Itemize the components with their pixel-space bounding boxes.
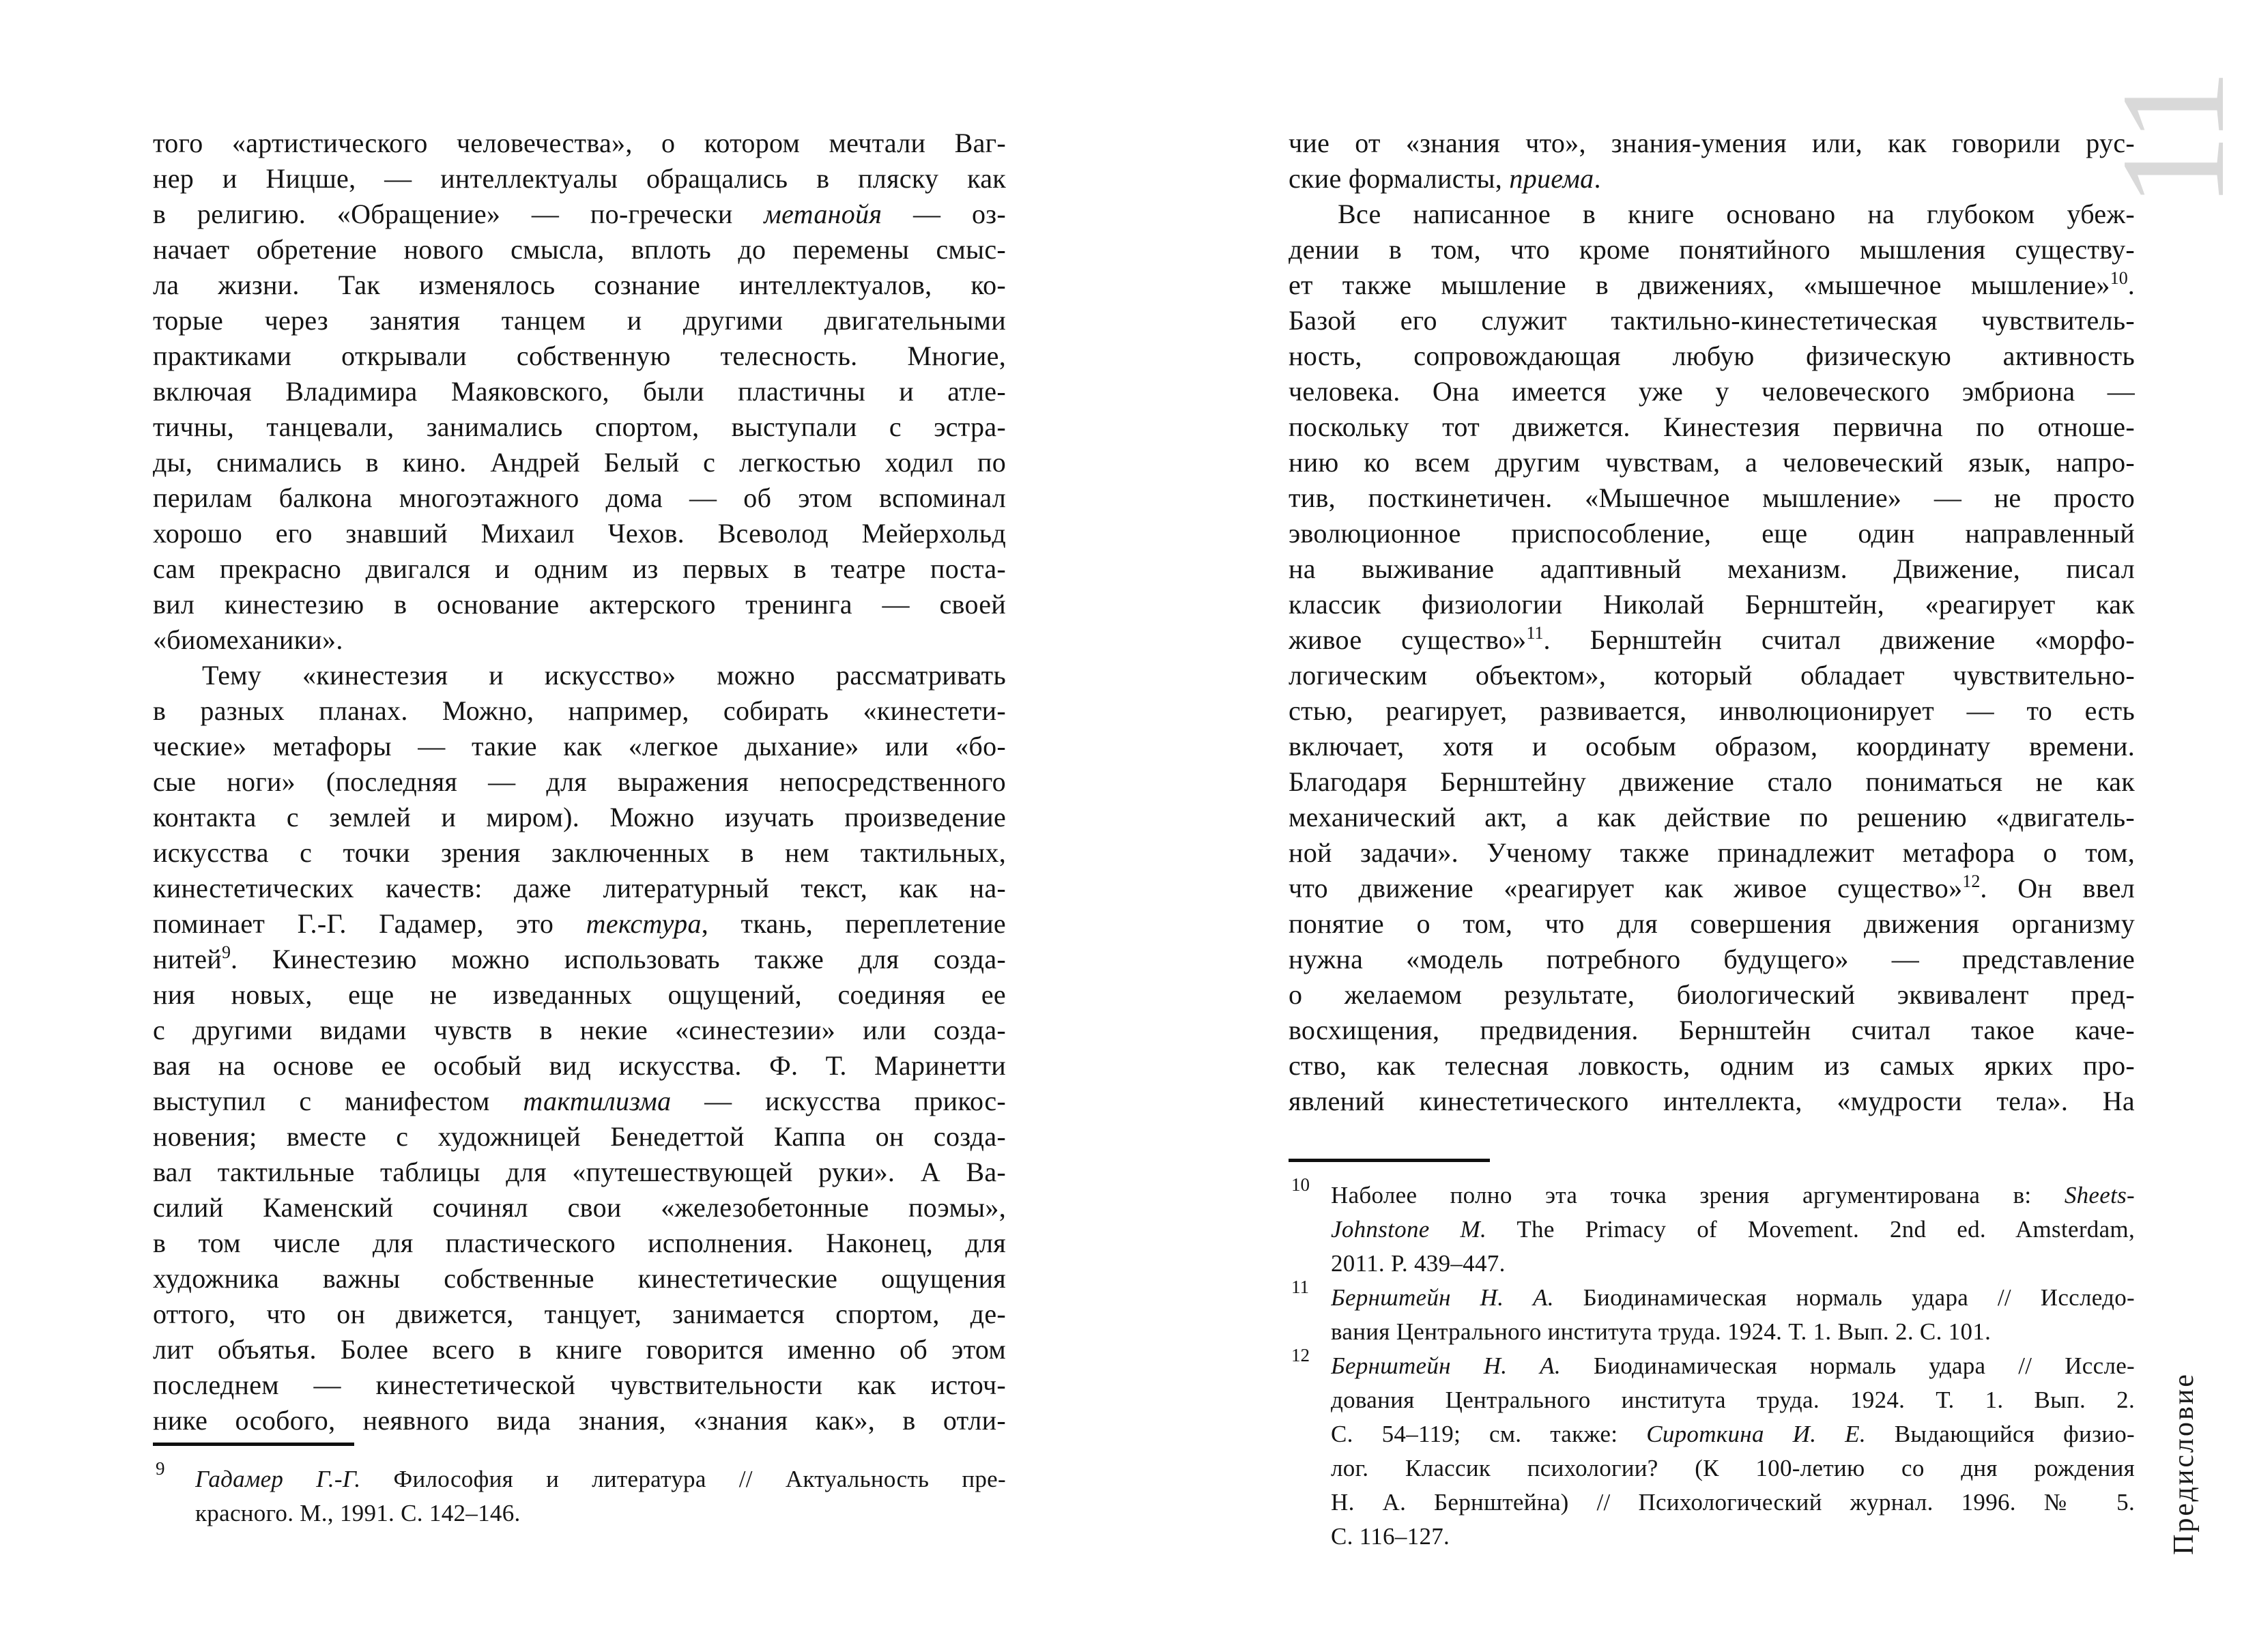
text-line: с другими видами чувств в некие «синестезии» или созда- xyxy=(153,1015,1006,1045)
text-line: оттого, что он движется, танцует, занимается спортом, де- xyxy=(153,1299,1006,1329)
text-line: живое существо»$^{11}$. Бернштейн считал движение «морфо- xyxy=(1289,623,2135,655)
text-line: в том числе для пластического исполнения. Наконец, для xyxy=(153,1228,1006,1258)
text-line: эволюционное приспособление, еще один направленный xyxy=(1289,518,2135,549)
text-line: ские формалисты, приема. xyxy=(1289,163,1601,194)
text-line: стью, реагирует, развивается, инволюционирует — то есть xyxy=(1289,695,2135,726)
footnote-marker: 11 xyxy=(1291,1277,1309,1297)
text-line: контакта с землей и миром). Можно изучать произведение xyxy=(153,802,1006,832)
text-line: нер и Ницше, — интеллектуалы обращались в пляску как xyxy=(153,163,1006,194)
footnote-line: С. 116–127. xyxy=(1331,1523,1450,1550)
text-line: на выживание адаптивный механизм. Движение, писал xyxy=(1289,553,2135,584)
text-line: понятие о том, что для совершения движения организму xyxy=(1289,908,2135,939)
text-line: нию ко всем другим чувствам, а человеческий язык, напро- xyxy=(1289,447,2135,478)
text-line: практиками открывали собственную телесность. Многие, xyxy=(153,340,1006,371)
footnote xyxy=(1289,1277,2135,1349)
footnote-line: С. 54–119; см. также: Сироткина И. Е. Выдающийся физио- xyxy=(1331,1421,2135,1447)
text-line: нике особого, неявного вида знания, «знания как», в отли- xyxy=(153,1405,1006,1436)
text-line: нитей$^9$. Кинестезию можно использовать также для созда- xyxy=(153,942,1006,974)
text-line: что движение «реагирует как живое существо»$^{12}$. Он ввел xyxy=(1289,871,2135,903)
footnote-marker: 9 xyxy=(156,1458,165,1479)
text-line: поминает Г.-Г. Гадамер, это текстура, ткань, переплетение xyxy=(153,908,1006,939)
footnote-line: вания Центрального института труда. 1924. Т. 1. Вып. 2. С. 101. xyxy=(1331,1318,1992,1345)
footnote-line: Н. А. Бернштейна) // Психологический журнал. 1996. № 5. xyxy=(1331,1489,2135,1516)
text-line: того «артистического человечества», о котором мечтали Ваг- xyxy=(153,128,1006,158)
text-line: человека. Она имеется уже у человеческого эмбриона — xyxy=(1289,376,2135,407)
text-line: сые ноги» (последняя — для выражения непосредственного xyxy=(153,766,1006,797)
page-left xyxy=(153,126,1006,1531)
text-line: вил кинестезию в основание актерского тренинга — своей xyxy=(153,589,1006,620)
text-line: включая Владимира Маяковского, были пластичны и атле- xyxy=(153,376,1006,407)
left-page-text xyxy=(153,126,1006,1438)
footnote-rule xyxy=(1289,1159,1490,1162)
text-line: «биомеханики». xyxy=(153,624,343,655)
footnote-line: Бернштейн Н. А. Биодинамическая нормаль удара // Исследо- xyxy=(1331,1284,2135,1311)
text-line: в религию. «Обращение» — по-гречески метанойя — оз- xyxy=(153,199,1006,229)
footnote-marker: 12 xyxy=(1291,1345,1310,1365)
text-line: сам прекрасно двигался и одним из первых в театре поста- xyxy=(153,553,1006,584)
right-page-footnotes xyxy=(1289,1174,2135,1554)
footnote-line: красного. М., 1991. С. 142–146. xyxy=(195,1500,521,1526)
text-line: художника важны собственные кинестетические ощущения xyxy=(153,1263,1006,1294)
text-line: о желаемом результате, биологический эквивалент пред- xyxy=(1289,979,2135,1010)
text-line: лит объятья. Более всего в книге говорится именно об этом xyxy=(153,1334,1006,1365)
text-line: классик физиологии Николай Бернштейн, «реагирует как xyxy=(1289,589,2135,620)
text-line: нужна «модель потребного будущего» — представление xyxy=(1289,944,2135,974)
text-line: перилам балкона многоэтажного дома — об этом вспоминал xyxy=(153,482,1006,513)
running-title-vertical: Предисловие xyxy=(2168,1372,2200,1555)
text-line: ность, сопровождающая любую физическую активность xyxy=(1289,340,2135,371)
text-line: явлений кинестетического интеллекта, «мудрости тела». На xyxy=(1289,1086,2135,1116)
text-line: тичны, танцевали, занимались спортом, выступали с эстра- xyxy=(153,411,1006,442)
left-page-footnotes xyxy=(153,1458,1006,1531)
text-line: логическим объектом», который обладает чувствительно- xyxy=(1289,660,2135,691)
text-line: ной задачи». Ученому также принадлежит метафора о том, xyxy=(1289,837,2135,868)
footnote-line: Johnstone M. The Primacy of Movement. 2nd ed. Amsterdam, xyxy=(1331,1216,2135,1243)
text-line: поскольку тот движется. Кинестезия первична по отноше- xyxy=(1289,411,2135,442)
footnote-line: дования Центрального института труда. 1924. Т. 1. Вып. 2. xyxy=(1331,1387,2135,1413)
footnote xyxy=(153,1458,1006,1531)
page-number: 11 xyxy=(2091,73,2256,208)
text-line: силий Каменский сочинял свои «железобетонные поэмы», xyxy=(153,1192,1006,1223)
text-line: ство, как телесная ловкость, одним из самых ярких про- xyxy=(1289,1050,2135,1081)
text-line: ния новых, еще не изведанных ощущений, соединяя ее xyxy=(153,979,1006,1010)
text-line: механический акт, а как действие по решению «двигатель- xyxy=(1289,802,2135,832)
footnote-line: 2011. P. 439–447. xyxy=(1331,1250,1506,1277)
text-line: выступил с манифестом тактилизма — искусства прикос- xyxy=(153,1086,1006,1116)
text-line: включает, хотя и особым образом, координату времени. xyxy=(1289,731,2135,762)
right-page-text xyxy=(1289,126,2135,1119)
text-line: кинестетических качеств: даже литературный текст, как на- xyxy=(153,873,1006,903)
footnote xyxy=(1289,1174,2135,1281)
footnote-line: Гадамер Г.-Г. Философия и литература // Актуальность пре- xyxy=(195,1466,1006,1492)
footnote-line: Наболее полно эта точка зрения аргументирована в: Sheets- xyxy=(1331,1182,2135,1208)
text-line: ческие» метафоры — такие как «легкое дыхание» или «бо- xyxy=(153,731,1006,762)
text-line: ла жизни. Так изменялось сознание интеллектуалов, ко- xyxy=(153,270,1006,300)
text-line: Тему «кинестезия и искусство» можно рассматривать xyxy=(202,660,1006,691)
text-line: последнем — кинестетической чувствительности как источ- xyxy=(153,1370,1006,1400)
text-line: восхищения, предвидения. Бернштейн считал такое каче- xyxy=(1289,1015,2135,1045)
text-line: в разных планах. Можно, например, собирать «кинестети- xyxy=(153,695,1006,726)
text-line: Благодаря Бернштейну движение стало пониматься не как xyxy=(1289,766,2135,797)
text-line: дении в том, что кроме понятийного мышления существу- xyxy=(1289,234,2135,265)
text-line: ды, снимались в кино. Андрей Белый с легкостью ходил по xyxy=(153,447,1006,478)
text-line: начает обретение нового смысла, вплоть до перемены смыс- xyxy=(153,234,1006,265)
text-line: торые через занятия танцем и другими двигательными xyxy=(153,305,1006,336)
text-line: чие от «знания что», знания-умения или, как говорили рус- xyxy=(1289,128,2135,158)
text-line: ет также мышление в движениях, «мышечное мышление»$^{10}$. xyxy=(1289,268,2135,300)
page-right xyxy=(1289,126,2135,1554)
text-line: тив, посткинетичен. «Мышечное мышление» — не просто xyxy=(1289,482,2135,513)
footnote xyxy=(1289,1345,2135,1554)
text-line: новения; вместе с художницей Бенедеттой Каппа он созда- xyxy=(153,1121,1006,1152)
footnote-line: Бернштейн Н. А. Биодинамическая нормаль удара // Иссле- xyxy=(1331,1352,2135,1379)
text-line: Все написанное в книге основано на глубоком убеж- xyxy=(1338,199,2135,229)
text-line: вая на основе ее особый вид искусства. Ф. Т. Маринетти xyxy=(153,1050,1006,1081)
text-line: искусства с точки зрения заключенных в нем тактильных, xyxy=(153,837,1006,868)
text-line: вал тактильные таблицы для «путешествующей руки». А Ва- xyxy=(153,1157,1006,1187)
footnote-line: лог. Классик психологии? (К 100-летию со дня рождения xyxy=(1331,1455,2135,1481)
footnote-marker: 10 xyxy=(1291,1174,1310,1195)
text-line: Базой его служит тактильно-кинестетическая чувствитель- xyxy=(1289,305,2135,336)
text-line: хорошо его знавший Михаил Чехов. Всеволод Мейерхольд xyxy=(153,518,1006,549)
footnote-rule xyxy=(153,1443,354,1446)
